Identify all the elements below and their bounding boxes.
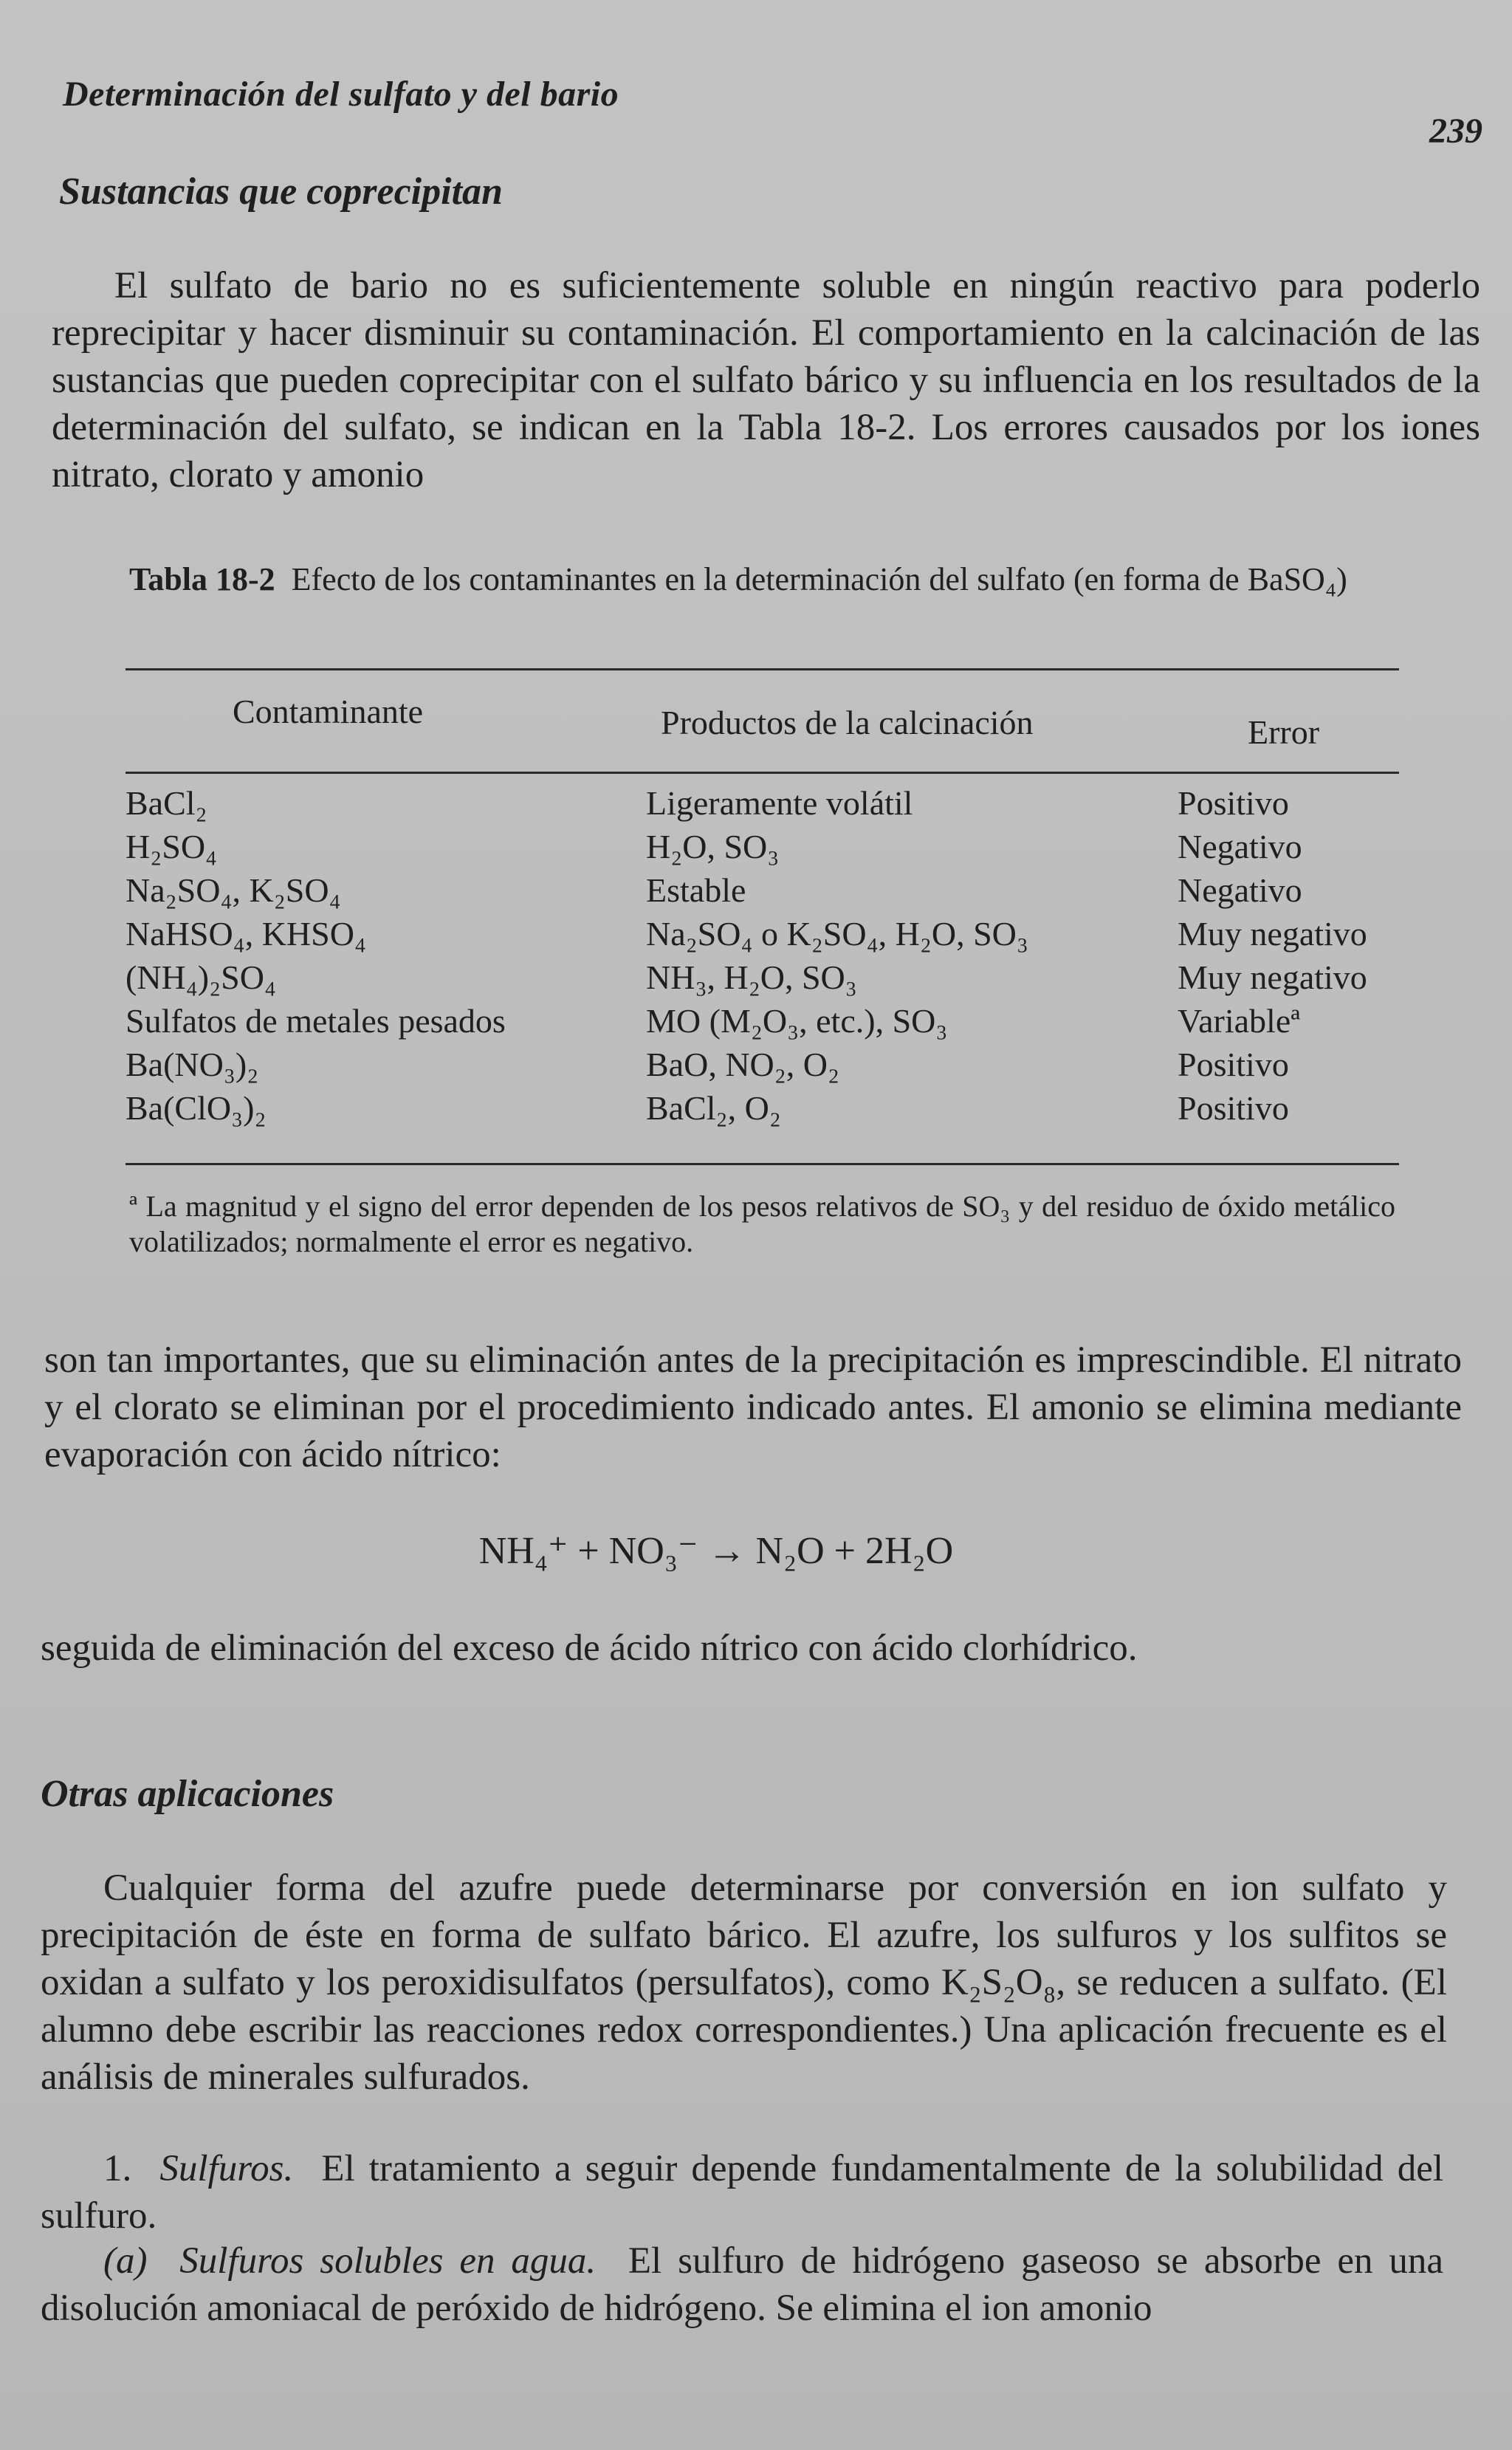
table-header-productos: Productos de la calcinación: [661, 704, 1034, 741]
table-cell-productos: MO (M₂O₃, etc.), SO₃: [646, 1002, 948, 1040]
table-cell-error: Variableª: [1178, 1002, 1300, 1040]
table-bottom-rule: [126, 1163, 1399, 1165]
item-1a-title: Sulfuros solubles en agua.: [179, 2240, 597, 2282]
running-header: Determinación del sulfato y del bario: [63, 75, 619, 114]
page-number: 239: [1429, 111, 1482, 151]
table-row: [126, 912, 1399, 955]
item-1a-text: El sulfuro de hidrógeno gaseoso se absorbe en una disolución amoniacal de peróxido de hidrógeno. Se elimina el ion amonio: [41, 2240, 1444, 2329]
table-cell-contaminante: Ba(ClO₃)₂: [126, 1089, 267, 1127]
table-cell-productos: BaO, NO₂, O₂: [646, 1046, 840, 1083]
table-caption-text: Efecto de los contaminantes en la determinación del sulfato (en forma de BaSO₄): [291, 561, 1347, 597]
table-header-contaminante: Contaminante: [233, 693, 424, 730]
item-sulfuros-title: Sulfuros.: [159, 2148, 294, 2189]
table-row: [126, 999, 1399, 1043]
table-cell-error: Negativo: [1178, 828, 1302, 865]
table-cell-error: Positivo: [1178, 1089, 1289, 1127]
table-header-rule: [126, 772, 1399, 774]
item-sulfuros-number: 1.: [103, 2148, 132, 2189]
table-cell-contaminante: Ba(NO₃)₂: [126, 1046, 259, 1083]
item-sulfuros-text: El tratamiento a seguir depende fundamentalmente de la solubilidad del sulfuro.: [41, 2148, 1443, 2237]
table-caption-label: Tabla 18-2: [129, 561, 275, 597]
table-row: [126, 1086, 1399, 1130]
table-cell-productos: Estable: [646, 871, 746, 909]
table-row: [126, 825, 1399, 868]
item-sulfuros-solubles: [41, 2237, 1443, 2332]
after-equation-text: seguida de eliminación del exceso de ácido nítrico con ácido clorhídrico.: [41, 1627, 1138, 1669]
table-cell-error: Muy negativo: [1178, 958, 1367, 996]
table-cell-productos: H₂O, SO₃: [646, 828, 780, 865]
table-cell-error: Muy negativo: [1178, 915, 1367, 953]
table-row: [126, 955, 1399, 999]
table-cell-error: Positivo: [1178, 1046, 1289, 1083]
section-title-coprecipitan: Sustancias que coprecipitan: [59, 171, 503, 213]
table-cell-error: Positivo: [1178, 784, 1289, 822]
table-cell-contaminante: Na₂SO₄, K₂SO₄: [126, 871, 341, 909]
table-top-rule: [126, 668, 1399, 670]
table-row: [126, 781, 1399, 825]
table-cell-contaminante: BaCl₂: [126, 784, 207, 822]
table-cell-productos: Ligeramente volátil: [646, 784, 913, 822]
table-cell-productos: BaCl₂, O₂: [646, 1089, 781, 1127]
section-title-otras-aplicaciones: Otras aplicaciones: [41, 1773, 334, 1815]
table-cell-error: Negativo: [1178, 871, 1302, 909]
item-sulfuros: [41, 2145, 1443, 2240]
table-cell-contaminante: H₂SO₄: [126, 828, 218, 865]
table-caption: [129, 557, 1399, 602]
table-cell-contaminante: NaHSO₄, KHSO₄: [126, 915, 366, 953]
continuation-paragraph: son tan importantes, que su eliminación antes de la precipitación es imprescindible. El nitrato y el clorato se eliminan por el procedimiento indicado antes. El amonio se elimina mediante evaporación con ácido nítrico:: [44, 1339, 1462, 1475]
item-1a-label: (a): [103, 2240, 148, 2282]
contaminants-table: [126, 781, 1399, 1130]
table-cell-contaminante: (NH₄)₂SO₄: [126, 958, 276, 996]
table-cell-contaminante: Sulfatos de metales pesados: [126, 1002, 506, 1040]
chemical-equation: NH₄⁺ + NO₃⁻ → N₂O + 2H₂O: [478, 1530, 954, 1572]
table-row: [126, 868, 1399, 912]
table-cell-productos: Na₂SO₄ o K₂SO₄, H₂O, SO₃: [646, 915, 1028, 953]
table-footnote: ª La magnitud y el signo del error dependen de los pesos relativos de SO₃ y del residuo de óxido metálico volatilizados; normalmente el error es negativo.: [129, 1190, 1395, 1258]
applications-paragraph: Cualquier forma del azufre puede determinarse por conversión en ion sulfato y precipitación de éste en forma de sulfato bárico. El azufre, los sulfuros y los sulfitos se oxidan a sulfato y los peroxidisulfatos (persulfatos), como K₂S₂O₈, se reducen a sulfato. (El alumno debe escribir las reacciones redox correspondientes.) Una aplicación frecuente es el análisis de minerales sulfurados.: [41, 1867, 1447, 2098]
table-header-error: Error: [1248, 713, 1320, 751]
intro-paragraph: El sulfato de bario no es suficientemente soluble en ningún reactivo para poderlo reprecipitar y hacer disminuir su contaminación. El comportamiento en la calcinación de las sustancias que pueden coprecipitar con el sulfato bárico y su influencia en los resultados de la determinación del sulfato, se indican en la Tabla 18-2. Los errores causados por los iones nitrato, clorato y amonio: [52, 265, 1480, 495]
table-cell-productos: NH₃, H₂O, SO₃: [646, 958, 857, 996]
table-row: [126, 1043, 1399, 1086]
